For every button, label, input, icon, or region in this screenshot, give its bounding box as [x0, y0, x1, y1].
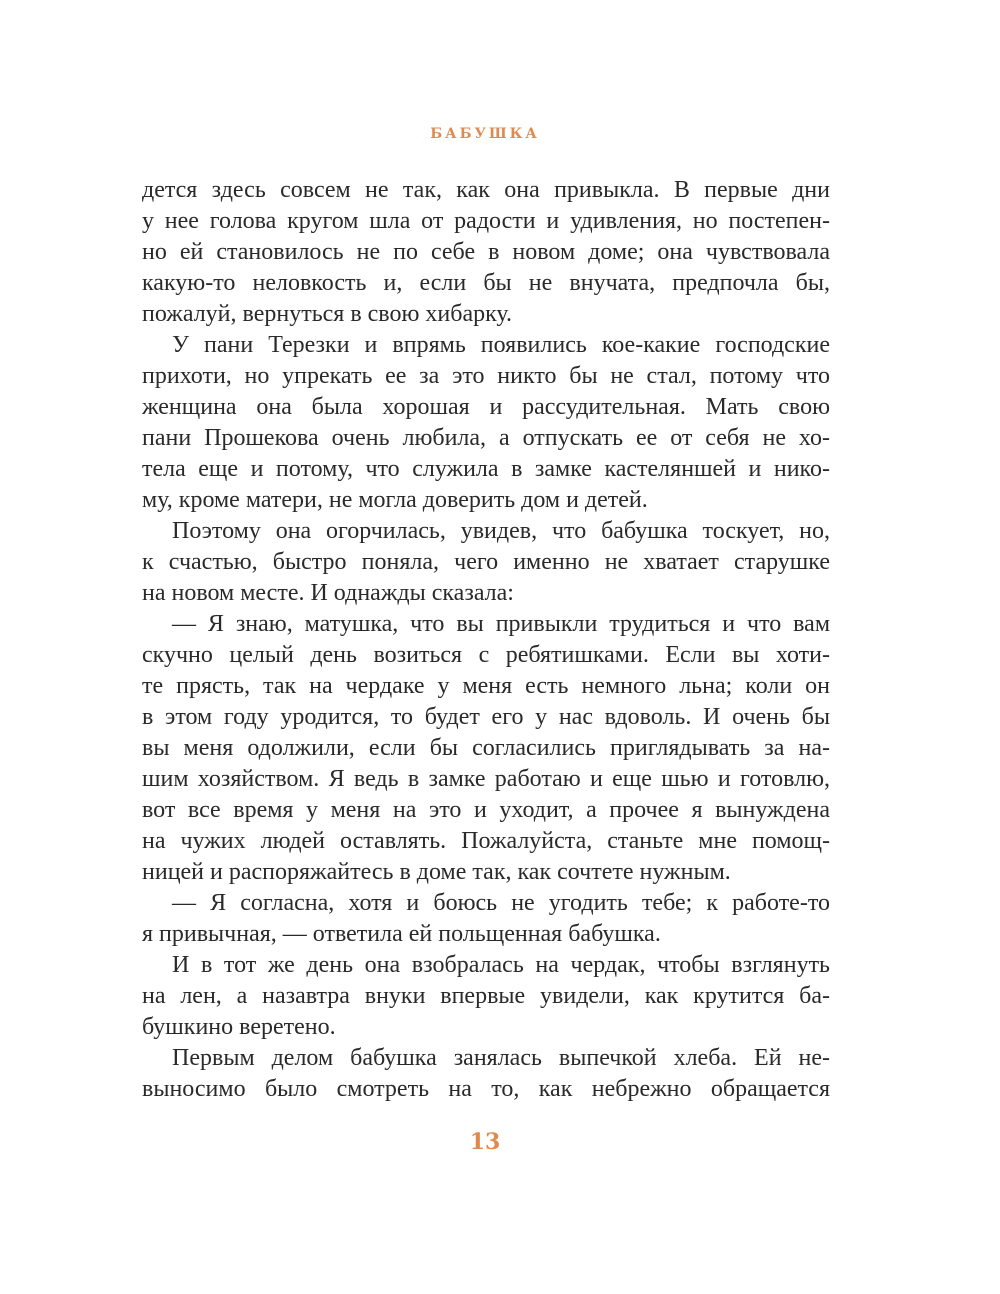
- text-line: Поэтому она огорчилась, увидев, что бабушка тоскует, но,: [172, 518, 830, 544]
- text-line: бушкино веретено.: [142, 1014, 336, 1040]
- text-line: но ей становилось не по себе в новом доме; она чувствовала: [142, 239, 830, 265]
- text-line: на лен, а назавтра внуки впервые увидели, как крутится ба-: [142, 983, 830, 1009]
- text-line: у нее голова кругом шла от радости и удивления, но постепен-: [142, 208, 830, 234]
- text-line: какую-то неловкость и, если бы не внучата, предпочла бы,: [142, 270, 830, 296]
- text-line: пани Прошекова очень любила, а отпускать ее от себя не хо-: [142, 425, 830, 451]
- text-line: У пани Терезки и впрямь появились кое-какие господские: [172, 332, 830, 358]
- text-line: женщина она была хорошая и рассудительная. Мать свою: [142, 394, 830, 420]
- text-line: ницей и распоряжайтесь в доме так, как сочтете нужным.: [142, 859, 731, 885]
- text-line: прихоти, но упрекать ее за это никто бы не стал, потому что: [142, 363, 830, 389]
- body-text: [142, 175, 830, 1105]
- text-line: на чужих людей оставлять. Пожалуйста, станьте мне помощ-: [142, 828, 830, 854]
- text-line: скучно целый день возиться с ребятишками. Если вы хоти-: [142, 642, 830, 668]
- text-line: выносимо было смотреть на то, как небрежно обращается: [142, 1076, 830, 1102]
- text-line: пожалуй, вернуться в свою хибарку.: [142, 301, 513, 327]
- text-line: И в тот же день она взобралась на чердак, чтобы взглянуть: [172, 952, 830, 978]
- text-line: тела еще и потому, что служила в замке кастеляншей и нико-: [142, 456, 830, 482]
- text-line: дется здесь совсем не так, как она привыкла. В первые дни: [142, 177, 830, 203]
- running-head: БАБУШКА: [430, 126, 540, 142]
- text-line: к счастью, быстро поняла, чего именно не хватает старушке: [142, 549, 830, 575]
- text-line: му, кроме матери, не могла доверить дом и детей.: [142, 487, 648, 513]
- text-line: я привычная, — ответила ей польщенная бабушка.: [142, 921, 661, 947]
- text-line: те прясть, так на чердаке у меня есть немного льна; коли он: [142, 673, 830, 699]
- text-line: на новом месте. И однажды сказала:: [142, 580, 514, 606]
- text-line: вот все время у меня на это и уходит, а прочее я вынуждена: [142, 797, 830, 823]
- text-line: — Я согласна, хотя и боюсь не угодить тебе; к работе-то: [172, 890, 830, 916]
- text-line: вы меня одолжили, если бы согласились приглядывать за на-: [142, 735, 830, 761]
- text-line: Первым делом бабушка занялась выпечкой хлеба. Ей не-: [172, 1045, 830, 1071]
- text-line: в этом году уродится, то будет его у нас вдоволь. И очень бы: [142, 704, 830, 730]
- text-line: шим хозяйством. Я ведь в замке работаю и еще шью и готовлю,: [142, 766, 830, 792]
- page-number: 13: [469, 1129, 501, 1155]
- text-line: — Я знаю, матушка, что вы привыкли трудиться и что вам: [172, 611, 830, 637]
